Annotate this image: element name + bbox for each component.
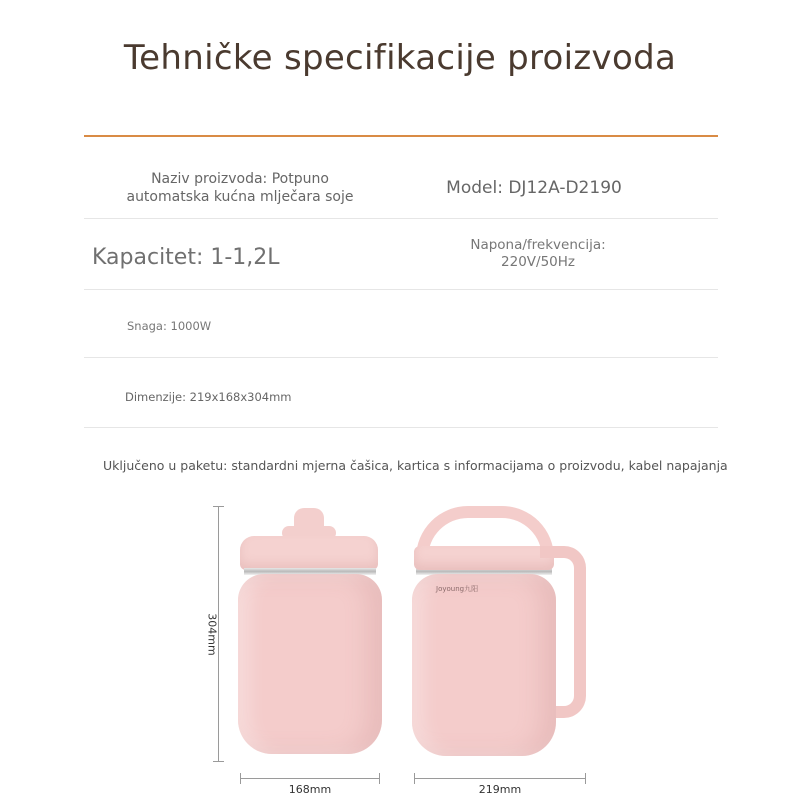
right-device (408, 506, 588, 762)
spec-product-name-line1: Naziv proizvoda: Potpuno (151, 171, 329, 187)
height-dimension-label: 304mm (205, 613, 219, 656)
page-title: Tehničke specifikacije proizvoda (123, 38, 677, 78)
spec-dimensions: Dimenzije: 219x168x304mm (125, 390, 292, 404)
right-device-brand-logo: Joyoung九阳 (436, 585, 479, 593)
spec-product-name-line2: automatska kućna mlječara soje (126, 188, 354, 205)
left-width-dimension-line (240, 778, 380, 779)
spec-voltage-line2: 220V/50Hz (501, 253, 575, 270)
spec-model: Model: DJ12A-D2190 (446, 178, 622, 198)
left-device-lid (240, 536, 378, 570)
spec-product-name (100, 171, 380, 206)
spec-capacity: Kapacitet: 1-1,2L (92, 245, 280, 270)
left-device (236, 508, 384, 760)
row-divider-1 (84, 218, 718, 219)
height-dimension-cap-bottom (213, 761, 224, 762)
package-contents: Uključeno u paketu: standardni mjerna čašica, kartica s informacijama o proizvodu, kabel napajanja (103, 458, 728, 473)
left-width-label: 168mm (288, 783, 332, 796)
spec-voltage-line1: Napona/frekvencija: (470, 237, 606, 253)
right-device-lid (414, 546, 554, 570)
height-dimension-cap-top (213, 506, 224, 507)
row-divider-4 (84, 427, 718, 428)
right-width-dimension-line (414, 778, 586, 779)
left-device-body (238, 574, 382, 754)
row-divider-2 (84, 289, 718, 290)
spec-voltage (414, 237, 662, 271)
spec-power: Snaga: 1000W (127, 319, 212, 333)
right-device-body (412, 574, 556, 756)
title-underline (84, 135, 718, 137)
row-divider-3 (84, 357, 718, 358)
right-width-label: 219mm (478, 783, 522, 796)
